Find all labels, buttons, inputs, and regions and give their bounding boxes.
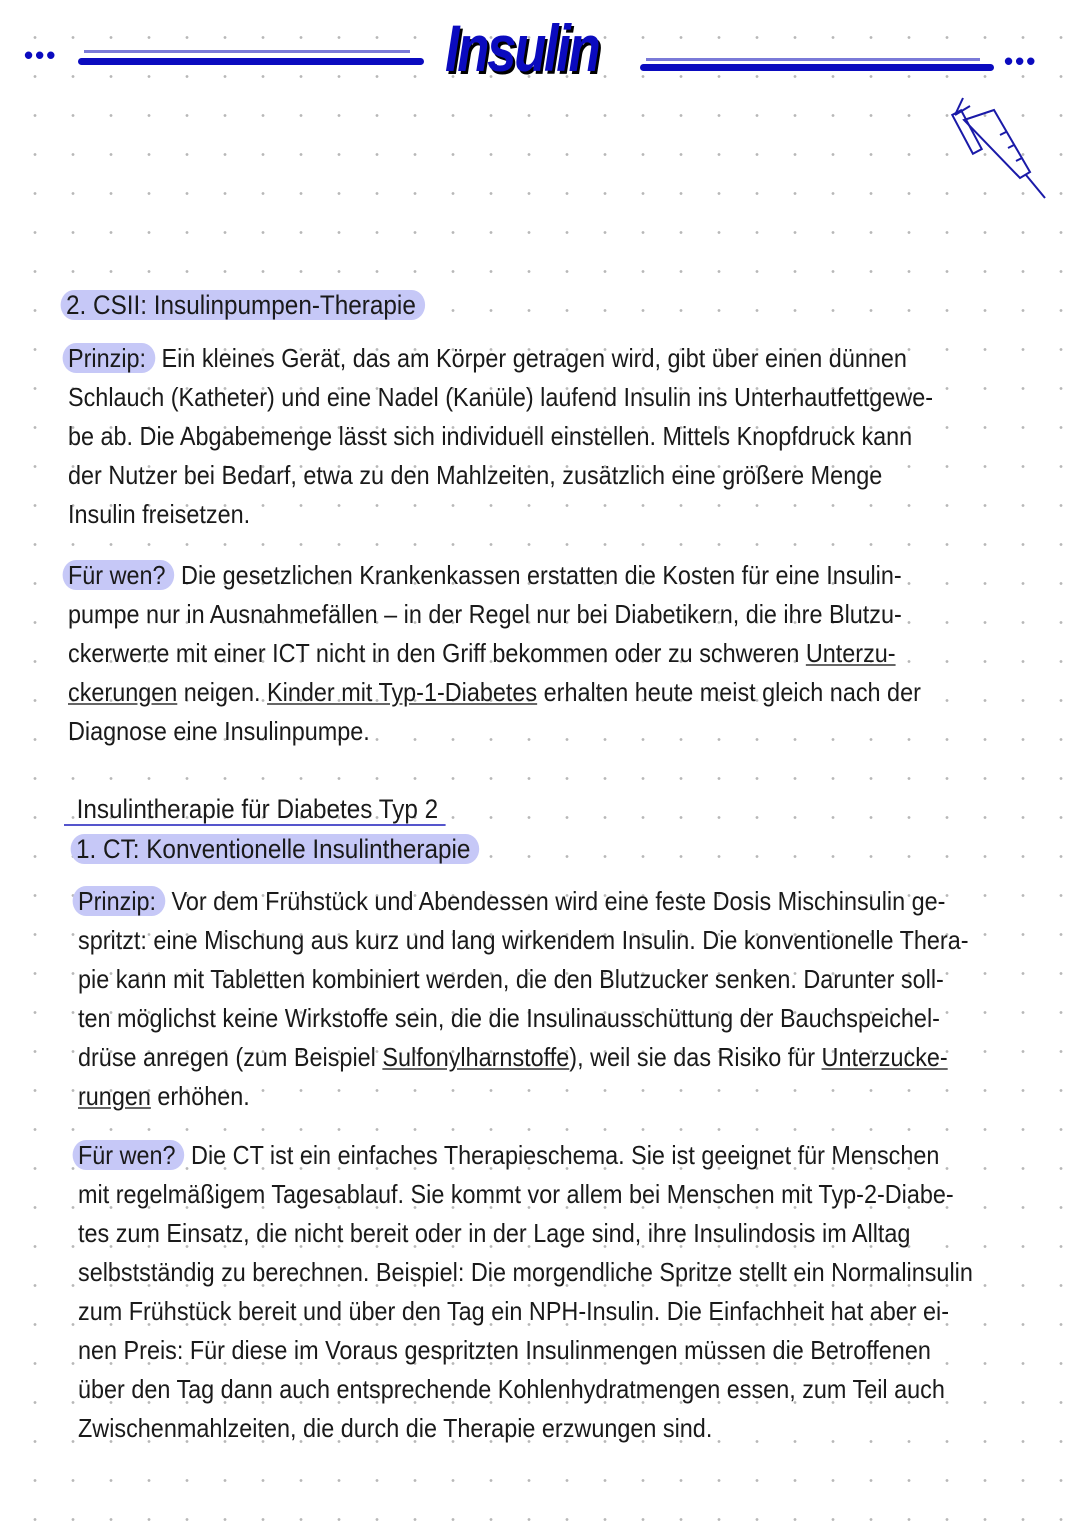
title-rule-left xyxy=(78,58,424,65)
heading-underline: Insulintherapie für Diabetes Typ 2 xyxy=(64,794,445,826)
text-line: zum Frühstück bereit und über den Tag ein NPH-Insulin. Die Einfachheit hat aber ei- xyxy=(78,1296,950,1326)
text-line: mit regelmäßigem Tagesablauf. Sie kommt vor allem bei Menschen mit Typ-2-Diabe- xyxy=(78,1179,954,1209)
text-line: pie kann mit Tabletten kombiniert werden, die den Blutzucker senken. Darunter soll- xyxy=(78,964,944,994)
text-line: spritzt: eine Mischung aus kurz und lang wirkendem Insulin. Die konventionelle Thera- xyxy=(78,925,969,955)
page-title: Insulin xyxy=(445,11,599,85)
dots-right: ••• xyxy=(1004,46,1038,76)
ct-prinzip-paragraph xyxy=(78,882,969,1116)
prinzip-label: Prinzip: xyxy=(73,886,165,916)
subheading-highlight: 1. CT: Konventionelle Insulintherapie xyxy=(71,834,480,864)
prinzip-label: Prinzip: xyxy=(63,343,155,373)
text-line: tes zum Einsatz, die nicht bereit oder in der Lage sind, ihre Insulindosis im Alltag xyxy=(78,1218,911,1248)
text-line: erhöhen. xyxy=(150,1081,250,1111)
csii-prinzip-paragraph xyxy=(68,339,933,534)
text-line: Schlauch (Katheter) und eine Nadel (Kanüle) laufend Insulin ins Unterhautfettgewe- xyxy=(68,382,934,412)
link-sulfonylharnstoffe[interactable]: Sulfonylharnstoffe xyxy=(382,1042,570,1072)
text-line: selbstständig zu berechnen. Beispiel: Die morgendliche Spritze stellt ein Normalinsulin xyxy=(78,1257,973,1287)
link-unterzuckerungen[interactable]: Unterzu- xyxy=(805,638,896,668)
csii-fuer-wen-paragraph xyxy=(68,556,921,751)
ct-fuer-wen-paragraph xyxy=(78,1136,973,1448)
text-line: pumpe nur in Ausnahmefällen – in der Regel nur bei Diabetikern, die ihre Blutzu- xyxy=(68,599,902,629)
text-line: Ein kleines Gerät, das am Körper getragen wird, gibt über einen dünnen xyxy=(155,343,907,373)
syringe-icon xyxy=(950,90,1050,205)
heading-highlight: 2. CSII: Insulinpumpen-Therapie xyxy=(61,290,425,320)
text-line: Insulin freisetzen. xyxy=(68,499,251,529)
fuer-wen-label: Für wen? xyxy=(73,1140,185,1170)
text-line: nen Preis: Für diese im Voraus gespritzten Insulinmengen müssen die Betroffenen xyxy=(78,1335,931,1365)
text-line: Die gesetzlichen Krankenkassen erstatten die Kosten für eine Insulin- xyxy=(174,560,902,590)
text-line: be ab. Die Abgabemenge lässt sich individuell einstellen. Mittels Knopfdruck kann xyxy=(68,421,913,451)
text-line: ten möglichst keine Wirkstoffe sein, die die Insulinausschüttung der Bauchspeichel- xyxy=(78,1003,940,1033)
text-line: der Nutzer bei Bedarf, etwa zu den Mahlzeiten, zusätzlich eine größere Menge xyxy=(68,460,883,490)
link-unterzuckerungen-cont[interactable]: rungen xyxy=(78,1081,151,1111)
link-unterzuckerungen[interactable]: Unterzucke- xyxy=(821,1042,948,1072)
text-line: über den Tag dann auch entsprechende Kohlenhydratmengen essen, zum Teil auch xyxy=(78,1374,945,1404)
text-line: neigen. xyxy=(177,677,268,707)
link-kinder-typ1[interactable]: Kinder mit Typ-1-Diabetes xyxy=(267,677,538,707)
dots-left: ••• xyxy=(24,40,58,70)
text-line: Zwischenmahlzeiten, die durch die Therapie erzwungen sind. xyxy=(78,1413,713,1443)
section-heading-typ2 xyxy=(64,794,445,825)
text-line: ckerwerte mit einer ICT nicht in den Griff bekommen oder zu schweren xyxy=(68,638,806,668)
text-line: Die CT ist ein einfaches Therapieschema. Sie ist geeignet für Menschen xyxy=(184,1140,940,1170)
section-heading-csii xyxy=(66,290,425,321)
subheading-ct xyxy=(76,834,479,865)
fuer-wen-label: Für wen? xyxy=(63,560,175,590)
text-line: Vor dem Frühstück und Abendessen wird eine feste Dosis Mischinsulin ge- xyxy=(165,886,946,916)
text-line: Diagnose eine Insulinpumpe. xyxy=(68,716,370,746)
title-rule-right-thin xyxy=(646,58,980,61)
title-rule-right xyxy=(640,64,994,71)
title-rule-left-thin xyxy=(84,50,410,53)
text-line: ), weil sie das Risiko für xyxy=(569,1042,822,1072)
text-line: erhalten heute meist gleich nach der xyxy=(537,677,921,707)
text-line: drüse anregen (zum Beispiel xyxy=(78,1042,383,1072)
link-unterzuckerungen-cont[interactable]: ckerungen xyxy=(68,677,178,707)
